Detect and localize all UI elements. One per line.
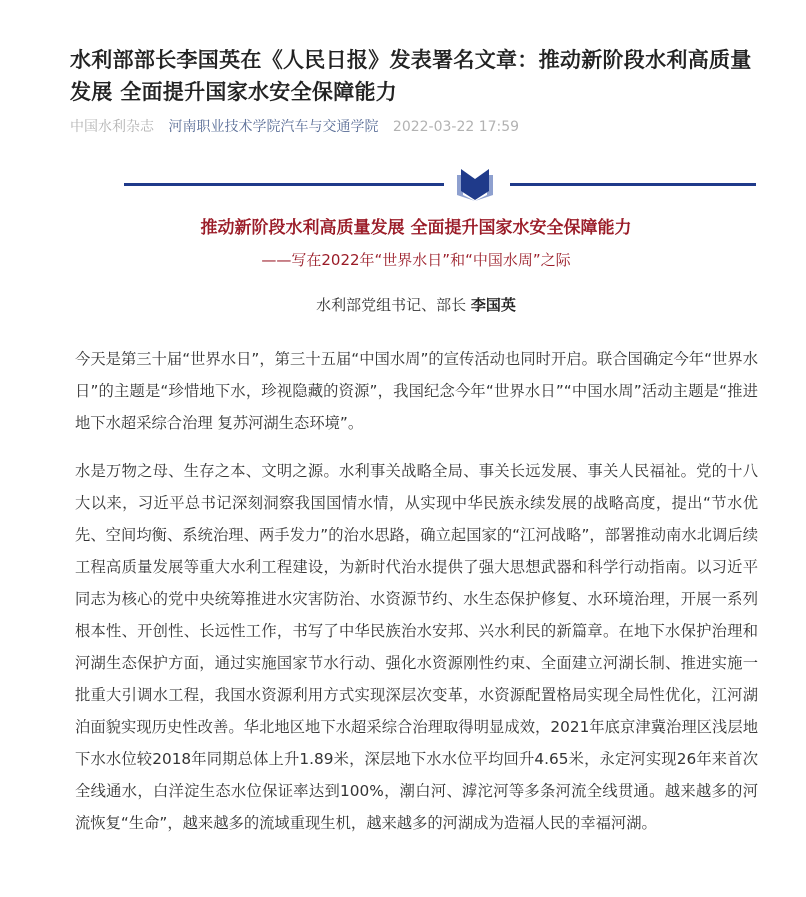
author-line: [70, 293, 762, 317]
article-subtitle: 推动新阶段水利高质量发展 全面提升国家水安全保障能力: [200, 218, 632, 238]
article-subtitle-secondary: ——写在2022年“世界水日”和“中国水周”之际: [261, 251, 571, 269]
paragraph: 今天是第三十届“世界水日”，第三十五届“中国水周”的宣传活动也同时开启。联合国确定今年“世界水日”的主题是“珍惜地下水，珍视隐藏的资源”，我国纪念今年“世界水日”“中国水周”活动主题是“推进地下水超采综合治理 复苏河湖生态环境”。: [75, 350, 758, 432]
book-icon: [457, 169, 493, 201]
divider-line-left: [124, 183, 444, 186]
section-divider: [70, 165, 762, 205]
meta-source: 中国水利杂志: [70, 119, 154, 135]
paragraph: 水是万物之母、生存之本、文明之源。水利事关战略全局、事关长远发展、事关人民福祉。党的十八大以来，习近平总书记深刻洞察我国国情水情，从实现中华民族永续发展的战略高度，提出“节水优先、空间均衡、系统治理、两手发力”的治水思路，确立起国家的“江河战略”，部署推动南水北调后续工程高质量发展等重大水利工程建设，为新时代治水提供了强大思想武器和科学行动指南。以习近平同志为核心的党中央统筹推进水灾害防治、水资源节约、水生态保护修复、水环境治理，开展一系列根本性、开创性、长远性工作，书写了中华民族治水安邦、兴水利民的新篇章。在地下水保护治理和河湖生态保护方面，通过实施国家节水行动、强化水资源刚性约束、全面建立河湖长制、推进实施一批重大引调水工程，我国水资源利用方式实现深层次变革，水资源配置格局实现全局性优化，江河湖泊面貌实现历史性改善。华北地区地下水超采综合治理取得明显成效，2021年底京津冀治理区浅层地下水水位较2018年同期总体上升1.89米，深层地下水水位平均回升4.65米，永定河实现26年来首次全线通水，白洋淀生态水位保证率达到100%，潮白河、滹沱河等多条河流全线贯通。越来越多的河流恢复“生命”，越来越多的流域重现生机，越来越多的河湖成为造福人民的幸福河湖。: [75, 462, 758, 832]
author-name: 李国英: [470, 296, 516, 314]
meta-datetime: 2022-03-22 17:59: [392, 119, 520, 135]
article-title: 水利部部长李国英在《人民日报》发表署名文章：推动新阶段水利高质量发展 全面提升国家水安全保障能力: [70, 48, 752, 104]
author-role: 水利部党组书记、部长: [316, 296, 471, 314]
divider-line-right: [510, 183, 756, 186]
article-meta: [70, 117, 762, 137]
meta-account-link[interactable]: 河南职业技术学院汽车与交通学院: [168, 119, 379, 135]
